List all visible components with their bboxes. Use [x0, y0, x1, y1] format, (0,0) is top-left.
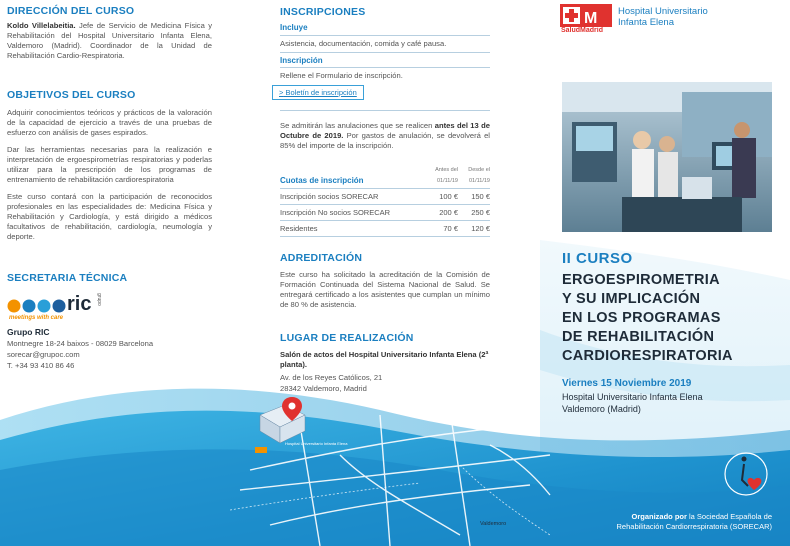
- col-after-line1: Desde el: [468, 167, 490, 173]
- fees-header-label: Cuotas de inscripción: [280, 176, 364, 185]
- hero-photo: [562, 82, 772, 232]
- course-venue-2: Valdemoro (Madrid): [562, 404, 641, 414]
- fee-after: 150 €: [471, 192, 490, 201]
- org-text-2: Rehabilitación Cardiorrespiratoria (SORECAR): [616, 522, 772, 531]
- inscripciones-title: INSCRIPCIONES: [280, 6, 366, 18]
- direccion-name: Koldo Villelabeitia.: [7, 21, 76, 30]
- inscripcion-text: Rellene el Formulario de inscripción.: [280, 71, 403, 80]
- secretaria-title: SECRETARIA TÉCNICA: [7, 272, 128, 284]
- org-text-1: la Sociedad Española de: [686, 512, 772, 521]
- table-row: [280, 205, 490, 221]
- company-name: Grupo RIC: [7, 327, 50, 337]
- anulacion-text: [280, 121, 490, 151]
- salud-madrid-text: SaludMadrid: [561, 27, 604, 34]
- medical-team-illustration: [562, 82, 772, 232]
- objetivos-p2: Dar las herramientas necesarias para la realización e interpretación de ergoespirometrías respiratorias y poderlas utilizar para la prescripción de los programas de entrenamiento de rehabilitación cardiorespiratoria: [7, 145, 212, 184]
- hospital-name-line2: Infanta Elena: [618, 17, 674, 28]
- acreditacion-text: Este curso ha solicitado la acreditación de la Comisión de Formación Continuada del Sistema Nacional de Salud. Se entregará certificado a los asistentes que cumplan un mínimo de 80 % de asistencia.: [280, 270, 490, 309]
- company-address: Montnegre 18-24 baixos - 08029 Barcelona: [7, 339, 154, 348]
- map-road: [240, 455, 550, 490]
- grupo-ric-logo: [7, 295, 127, 325]
- lugar-address-1: Av. de los Reyes Católicos, 21: [280, 373, 383, 382]
- logo-grupo-small: grupo: [96, 293, 102, 306]
- logo-tagline: meetings with care: [9, 315, 64, 321]
- hospital-logo: [560, 4, 740, 38]
- course-title: [562, 271, 787, 366]
- col-after-header: [458, 164, 490, 176]
- fee-before: 200 €: [439, 208, 458, 217]
- map-road: [450, 410, 470, 546]
- link-label: Boletín de inscripción: [285, 88, 357, 97]
- fees-header-row-2: [280, 176, 490, 189]
- objetivos-p1: Adquirir conocimientos teóricos y prácticos de la valoración de la capacidad de ejercicio a través de una pruebas de esfuerzo con análisis de gases espirados.: [7, 108, 212, 137]
- title-line: Y SU IMPLICACIÓN: [562, 291, 701, 307]
- organizer-credit: [617, 512, 772, 532]
- col-before-header: [426, 164, 458, 176]
- fee-before: 100 €: [439, 192, 458, 201]
- lugar-address-2: 28342 Valdemoro, Madrid: [280, 384, 367, 393]
- title-line: EN LOS PROGRAMAS: [562, 310, 721, 326]
- location-map[interactable]: [230, 395, 560, 546]
- link-arrow-icon: >: [279, 88, 284, 97]
- anulacion-part2: Por gastos de anulación, se devolverá el 85% del importe de la inscripción.: [280, 131, 490, 150]
- map-road: [270, 485, 530, 525]
- acreditacion-title: ADREDITACIÓN: [280, 252, 363, 264]
- course-number: II CURSO: [562, 250, 633, 267]
- divider: [280, 52, 490, 53]
- hospital-name: [618, 6, 708, 28]
- direccion-text: [7, 21, 212, 61]
- col-before-line1: Antes del: [435, 167, 458, 173]
- anulacion-part1: Se admitirán las anulaciones que se realicen: [280, 121, 435, 130]
- fee-label: Inscripción No socios SORECAR: [280, 208, 391, 217]
- fee-after: 120 €: [471, 224, 490, 233]
- divider: [280, 67, 490, 68]
- logo-ric-text: ric: [67, 293, 92, 315]
- hospital-name-line1: Hospital Universitario: [618, 6, 708, 17]
- fee-label: Residentes: [280, 224, 318, 233]
- map-label-hospital: Hospital Universitario Infanta Elena: [285, 441, 348, 446]
- title-line: DE REHABILITACIÓN: [562, 329, 715, 345]
- org-label: Organizado por: [631, 512, 687, 521]
- divider: [280, 35, 490, 36]
- fees-header-row: [280, 164, 490, 176]
- fee-label: Inscripción socios SORECAR: [280, 192, 379, 201]
- table-row: [280, 221, 490, 237]
- boletin-inscripcion-link[interactable]: [272, 85, 364, 100]
- map-marker: [255, 447, 267, 453]
- objetivos-title: OBJETIVOS DEL CURSO: [7, 89, 136, 101]
- lugar-title: LUGAR DE REALIZACIÓN: [280, 332, 414, 344]
- course-venue-1: Hospital Universitario Infanta Elena: [562, 392, 703, 402]
- title-line: CARDIORESPIRATORIA: [562, 348, 733, 364]
- company-email[interactable]: sorecar@grupoc.com: [7, 350, 80, 359]
- map-label-town: Valdemoro: [480, 521, 507, 527]
- lugar-name: Salón de actos del Hospital Universitario Infanta Elena (2ª planta).: [280, 350, 489, 369]
- incluye-text: Asistencia, documentación, comida y café pausa.: [280, 39, 447, 48]
- col-before-line2: 01/11/19: [436, 177, 458, 184]
- incluye-label: Incluye: [280, 23, 308, 32]
- map-path: [230, 483, 420, 510]
- objetivos-p3: Este curso contará con la participación de reconocidos profesionales en las especialidades de: Medicina Física y Rehabilitación y Cardiología, y está dirigido a médicos facultativos de rehabilitación, cardiología, neumología y deporte.: [7, 192, 212, 241]
- direccion-title: DIRECCIÓN DEL CURSO: [7, 5, 135, 17]
- inscripcion-label: Inscripción: [280, 56, 323, 65]
- direccion-description: Jefe de Servicio de Medicina Física y Rehabilitación del Hospital Universitario Infanta Elena, Valdemoro (Madrid). Coordinador de la Unidad de Rehabilitación Cardio-Respiratoria.: [7, 21, 212, 60]
- company-phone: T. +34 93 410 86 46: [7, 361, 75, 370]
- course-title-block: [562, 250, 787, 415]
- title-line: ERGOESPIROMETRIA: [562, 272, 720, 288]
- course-date: Viernes 15 Noviembre 2019: [562, 378, 692, 389]
- divider: [280, 110, 490, 111]
- fee-before: 70 €: [443, 224, 458, 233]
- anulacion-deadline: antes del 13 de Octubre de 2019.: [280, 121, 491, 140]
- svg-text:M: M: [584, 10, 598, 27]
- map-road: [380, 415, 390, 546]
- sorecar-logo-icon: [724, 450, 774, 498]
- fee-after: 250 €: [471, 208, 490, 217]
- table-row: [280, 189, 490, 205]
- col-after-line2: 01/11/19: [468, 177, 490, 184]
- fees-table: [280, 164, 490, 237]
